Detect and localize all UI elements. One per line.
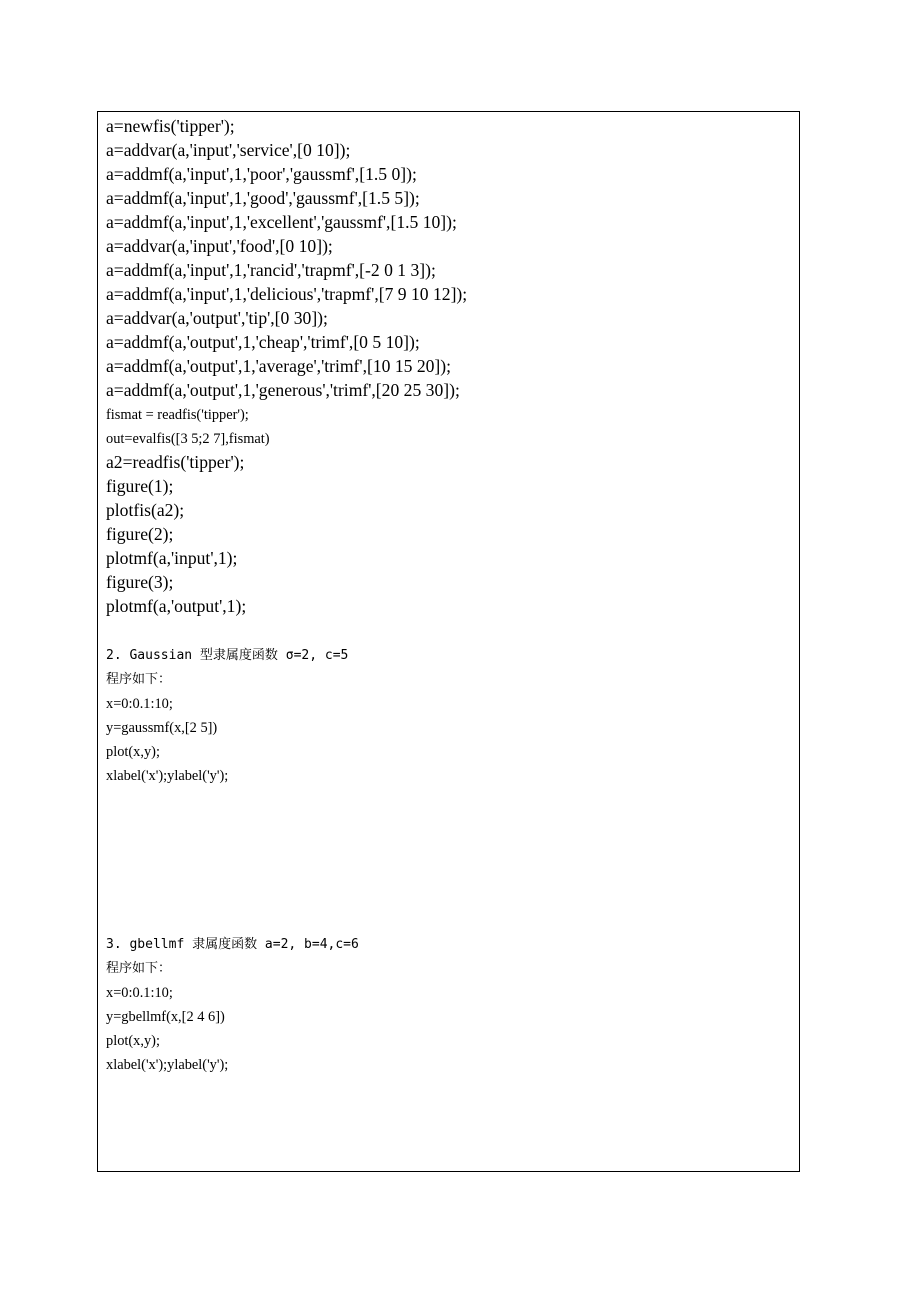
code-line: a=addmf(a,'input',1,'poor','gaussmf',[1.5 0]);: [106, 164, 417, 184]
code-line: a=addmf(a,'input',1,'delicious','trapmf',[7 9 10 12]);: [106, 284, 468, 304]
code-line: xlabel('x');ylabel('y');: [106, 1057, 229, 1073]
code-line: a=addmf(a,'input',1,'excellent','gaussmf',[1.5 10]);: [106, 212, 457, 232]
code-line: figure(3);: [106, 572, 174, 592]
code-line: y=gbellmf(x,[2 4 6]): [106, 1009, 225, 1025]
code-line: figure(1);: [106, 476, 174, 496]
code-line: y=gaussmf(x,[2 5]): [106, 720, 218, 736]
code-line: a=addmf(a,'input',1,'good','gaussmf',[1.5 5]);: [106, 188, 420, 208]
code-line: a=addmf(a,'output',1,'average','trimf',[10 15 20]);: [106, 356, 452, 376]
code-line: a2=readfis('tipper');: [106, 452, 245, 472]
code-line: x=0:0.1:10;: [106, 985, 173, 1001]
code-line: figure(2);: [106, 524, 174, 544]
code-line: plotmf(a,'output',1);: [106, 596, 247, 616]
code-line: x=0:0.1:10;: [106, 696, 173, 712]
section-heading: 3. gbellmf 隶属度函数 a=2, b=4,c=6: [106, 937, 359, 952]
code-line: plotfis(a2);: [106, 500, 185, 520]
code-line: a=addmf(a,'output',1,'generous','trimf',[20 25 30]);: [106, 380, 460, 400]
code-line: a=addvar(a,'output','tip',[0 30]);: [106, 308, 328, 328]
code-line: a=addvar(a,'input','food',[0 10]);: [106, 236, 333, 256]
code-line: a=addmf(a,'input',1,'rancid','trapmf',[-2 0 1 3]);: [106, 260, 436, 280]
code-line: plot(x,y);: [106, 744, 160, 760]
code-line: a=newfis('tipper');: [106, 116, 235, 136]
code-line: plot(x,y);: [106, 1033, 160, 1049]
section-heading: 2. Gaussian 型隶属度函数 σ=2, c=5: [106, 648, 349, 663]
section-intro: 程序如下：: [106, 961, 172, 976]
code-line: fismat = readfis('tipper');: [106, 407, 249, 423]
code-line: a=addmf(a,'output',1,'cheap','trimf',[0 5 10]);: [106, 332, 420, 352]
code-line: plotmf(a,'input',1);: [106, 548, 238, 568]
code-line: out=evalfis([3 5;2 7],fismat): [106, 431, 270, 447]
code-line: a=addvar(a,'input','service',[0 10]);: [106, 140, 351, 160]
section-intro: 程序如下：: [106, 672, 172, 687]
code-line: xlabel('x');ylabel('y');: [106, 768, 229, 784]
